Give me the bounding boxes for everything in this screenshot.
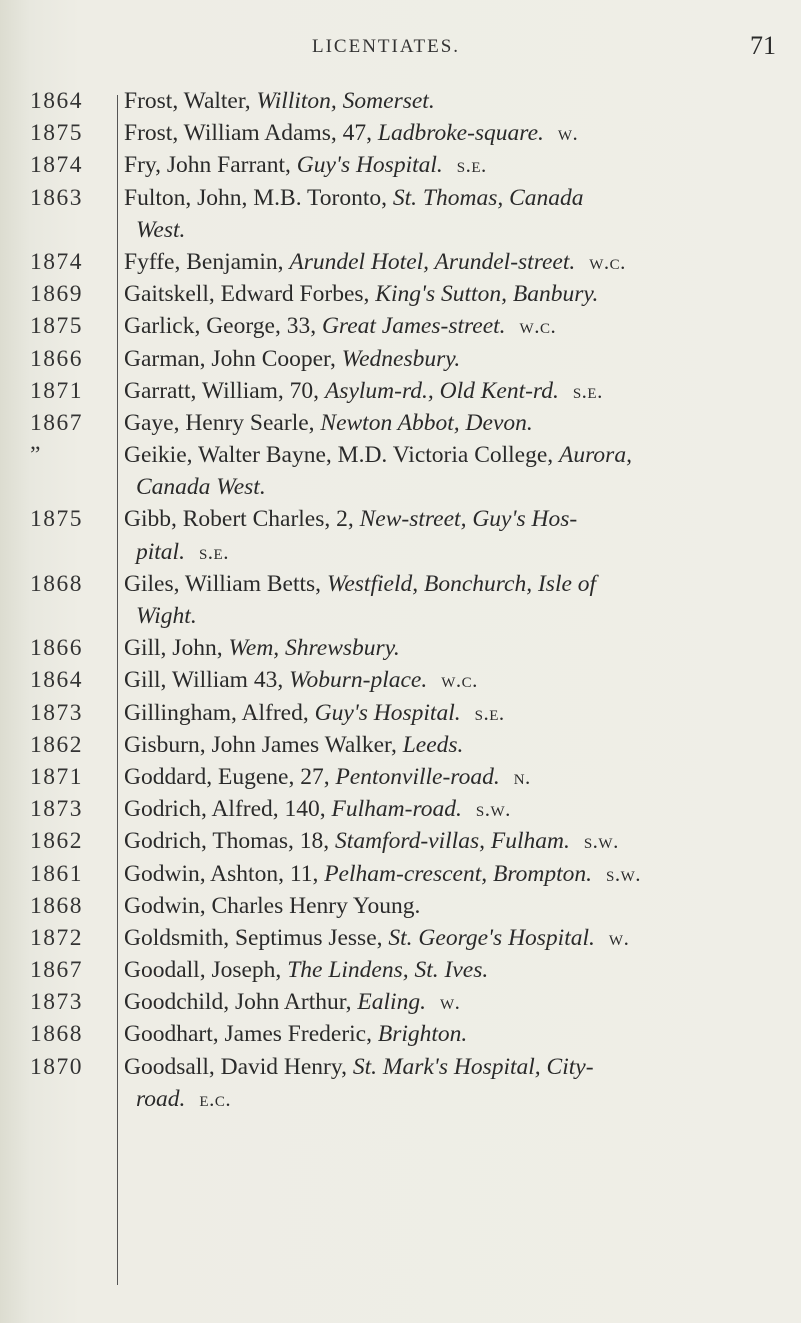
- entry-address: Stamford-villas, Fulham.: [335, 828, 570, 855]
- entry-line: [0, 568, 801, 600]
- entry-address: Ladbroke-square.: [377, 120, 544, 147]
- entry-address: Arundel Hotel, Arundel-street.: [289, 248, 576, 275]
- entry-year: 1874: [30, 248, 83, 275]
- list-item: [0, 729, 801, 761]
- entry-text: [124, 117, 578, 149]
- entry-address: Wight.: [136, 603, 197, 629]
- entry-text: [136, 1083, 231, 1115]
- list-item: [0, 664, 801, 696]
- entry-list: [0, 85, 801, 1115]
- entry-name: Godwin, Charles Henry Young.: [124, 892, 421, 919]
- entry-text: [124, 697, 505, 729]
- list-item: [0, 568, 801, 632]
- list-item: [0, 697, 801, 729]
- entry-line: [0, 986, 801, 1018]
- entry-postal-district: w.: [608, 925, 630, 950]
- list-item: [0, 825, 801, 857]
- entry-name: Goddard, Eugene, 27,: [124, 763, 330, 790]
- entry-year: 1864: [30, 88, 83, 114]
- entry-year: 1866: [30, 345, 83, 372]
- entry-line: [0, 439, 801, 471]
- list-item: [0, 761, 801, 793]
- entry-text: [124, 793, 511, 825]
- list-item: [0, 149, 801, 181]
- entry-name: Giles, William Betts,: [124, 570, 322, 597]
- entry-postal-district: w.: [557, 121, 579, 146]
- entry-name: Garlick, George, 33,: [124, 313, 317, 340]
- entry-text: [124, 954, 488, 986]
- entry-line: [0, 117, 801, 149]
- entry-line: [0, 664, 801, 696]
- entry-text: [124, 85, 435, 117]
- entry-name: Goodhart, James Frederic,: [124, 1021, 372, 1048]
- entry-text: [124, 890, 420, 922]
- entry-text: [124, 375, 603, 407]
- entry-line: [0, 343, 801, 375]
- entry-year: 1868: [30, 1021, 83, 1048]
- list-item: [0, 85, 801, 117]
- entry-text: [124, 310, 556, 342]
- entry-text: [124, 343, 460, 375]
- entry-year: 1875: [30, 120, 83, 147]
- entry-address: Wednesbury.: [341, 345, 461, 372]
- entry-line: [0, 793, 801, 825]
- entry-postal-district: s.w.: [475, 797, 511, 822]
- entry-year: 1868: [30, 570, 83, 597]
- entry-text: [124, 825, 619, 857]
- entry-line: [0, 503, 801, 535]
- entry-text: [124, 1018, 467, 1050]
- page-number: 71: [750, 31, 776, 60]
- entry-line: [0, 922, 801, 954]
- entry-name: Garman, John Cooper,: [124, 345, 336, 372]
- entry-name: Frost, Walter,: [124, 88, 251, 114]
- entry-year: 1870: [30, 1053, 83, 1080]
- entry-year: 1873: [30, 989, 83, 1016]
- entry-name: Gisburn, John James Walker,: [124, 731, 397, 758]
- entry-text: [124, 149, 487, 181]
- entry-name: Fyffe, Benjamin,: [124, 248, 284, 275]
- entry-continuation-line: [0, 1083, 801, 1115]
- list-item: [0, 1018, 801, 1050]
- entry-continuation-line: [0, 214, 801, 246]
- entry-year: 1869: [30, 281, 83, 308]
- list-item: [0, 890, 801, 922]
- entry-name: Gaye, Henry Searle,: [124, 409, 315, 436]
- list-item: [0, 407, 801, 439]
- entry-address: Brighton.: [377, 1021, 468, 1048]
- entry-address: West.: [136, 216, 186, 243]
- entry-year: 1873: [30, 699, 83, 726]
- entry-line: [0, 278, 801, 310]
- entry-address: Leeds.: [402, 731, 464, 758]
- entry-address: Wem, Shrewsbury.: [228, 635, 400, 662]
- entry-year: 1866: [30, 635, 83, 662]
- entry-postal-district: s.w.: [606, 861, 641, 886]
- entry-year: 1867: [30, 957, 83, 984]
- entry-line: [0, 246, 801, 278]
- entry-name: Goodsall, David Henry,: [124, 1053, 347, 1080]
- entry-text: [124, 407, 533, 439]
- list-item: [0, 278, 801, 310]
- entry-address: Great James-street.: [321, 313, 506, 340]
- entry-postal-district: s.e.: [456, 153, 487, 178]
- list-item: [0, 246, 801, 278]
- entry-address: Ealing.: [357, 989, 426, 1016]
- entry-address: Aurora,: [559, 442, 632, 469]
- entry-year: ”: [30, 442, 42, 469]
- entry-line: [0, 310, 801, 342]
- entry-address: Asylum-rd., Old Kent-rd.: [324, 377, 559, 404]
- entry-text: [136, 471, 266, 503]
- entry-address: Pentonville-road.: [335, 763, 500, 790]
- entry-line: [0, 1051, 801, 1083]
- entry-year: 1861: [30, 860, 83, 887]
- entry-postal-district: s.e.: [198, 539, 229, 564]
- entry-address: St. Thomas, Canada: [392, 184, 584, 211]
- entry-address: Pelham-crescent, Brompton.: [324, 860, 592, 887]
- entry-year: 1872: [30, 924, 83, 951]
- entry-address: road.: [136, 1085, 186, 1112]
- entry-address: Williton, Somerset.: [256, 88, 435, 114]
- entry-year: 1868: [30, 892, 83, 919]
- entry-name: Geikie, Walter Bayne, M.D. Victoria College,: [124, 442, 554, 469]
- entry-line: [0, 1018, 801, 1050]
- entry-year: 1862: [30, 828, 83, 855]
- entry-continuation-line: [0, 536, 801, 568]
- entry-address: Canada West.: [136, 474, 266, 501]
- entry-postal-district: w.c.: [589, 249, 626, 274]
- entry-name: Godrich, Alfred, 140,: [124, 796, 326, 823]
- entry-line: [0, 954, 801, 986]
- entry-address: Fulham-road.: [331, 796, 462, 823]
- entry-line: [0, 632, 801, 664]
- entry-address: King's Sutton, Banbury.: [375, 281, 599, 308]
- page-header: [0, 28, 801, 68]
- list-item: [0, 343, 801, 375]
- entry-text: [136, 536, 229, 568]
- entry-line: [0, 761, 801, 793]
- entry-address: St. Mark's Hospital, City-: [352, 1053, 594, 1080]
- entry-year: 1875: [30, 506, 83, 533]
- entry-name: Gillingham, Alfred,: [124, 699, 309, 726]
- entry-name: Frost, William Adams, 47,: [124, 120, 372, 147]
- entry-text: [124, 1051, 594, 1083]
- entry-name: Goodall, Joseph,: [124, 957, 282, 984]
- entry-name: Fry, John Farrant,: [124, 152, 291, 179]
- entry-line: [0, 697, 801, 729]
- entry-postal-district: s.e.: [474, 700, 505, 725]
- entry-name: Garratt, William, 70,: [124, 377, 320, 404]
- entry-name: Gaitskell, Edward Forbes,: [124, 281, 370, 308]
- list-item: [0, 986, 801, 1018]
- list-item: [0, 182, 801, 246]
- list-item: [0, 310, 801, 342]
- entry-year: 1863: [30, 184, 83, 211]
- list-item: [0, 954, 801, 986]
- entry-text: [124, 858, 641, 890]
- entry-name: Gill, John,: [124, 635, 223, 662]
- entry-postal-district: w.c.: [519, 314, 557, 339]
- entry-address: St. George's Hospital.: [388, 924, 595, 951]
- entry-year: 1871: [30, 763, 83, 790]
- entry-year: 1875: [30, 313, 83, 340]
- entry-name: Godwin, Ashton, 11,: [124, 860, 319, 887]
- entry-year: 1871: [30, 377, 83, 404]
- entry-text: [124, 503, 577, 535]
- entry-name: Gibb, Robert Charles, 2,: [124, 506, 354, 533]
- entry-text: [124, 632, 400, 664]
- entry-address: Guy's Hospital.: [296, 152, 443, 179]
- entry-text: [124, 246, 626, 278]
- entry-year: 1867: [30, 409, 83, 436]
- entry-year: 1873: [30, 796, 83, 823]
- list-item: [0, 439, 801, 503]
- entry-text: [124, 182, 584, 214]
- entry-text: [124, 729, 463, 761]
- entry-name: Godrich, Thomas, 18,: [124, 828, 330, 855]
- entry-text: [124, 761, 531, 793]
- entry-text: [124, 664, 478, 696]
- entry-name: Fulton, John, M.B. Toronto,: [124, 184, 387, 211]
- entry-text: [124, 568, 596, 600]
- entry-line: [0, 182, 801, 214]
- list-item: [0, 793, 801, 825]
- entry-address: Woburn-place.: [289, 667, 428, 694]
- entry-line: [0, 149, 801, 181]
- entry-address: pital.: [136, 538, 185, 565]
- entry-continuation-line: [0, 471, 801, 503]
- entry-continuation-line: [0, 600, 801, 632]
- list-item: [0, 375, 801, 407]
- entry-line: [0, 825, 801, 857]
- list-item: [0, 632, 801, 664]
- entry-line: [0, 375, 801, 407]
- entry-address: New-street, Guy's Hos-: [359, 506, 578, 533]
- entry-postal-district: n.: [513, 764, 531, 789]
- entry-address: Guy's Hospital.: [314, 699, 461, 726]
- list-item: [0, 858, 801, 890]
- running-head: LICENTIATES.: [312, 36, 461, 57]
- entry-year: 1862: [30, 731, 83, 758]
- list-item: [0, 1051, 801, 1115]
- entry-text: [124, 922, 629, 954]
- entry-postal-district: w.: [439, 990, 461, 1015]
- entry-line: [0, 890, 801, 922]
- entry-postal-district: s.w.: [583, 829, 619, 854]
- entry-name: Goldsmith, Septimus Jesse,: [124, 924, 383, 951]
- entry-year: 1864: [30, 667, 83, 694]
- list-item: [0, 922, 801, 954]
- entry-text: [124, 986, 460, 1018]
- entry-text: [124, 439, 632, 471]
- entry-postal-district: e.c.: [199, 1086, 232, 1111]
- entry-line: [0, 858, 801, 890]
- entry-year: 1874: [30, 152, 83, 179]
- entry-text: [124, 278, 598, 310]
- entry-line: [0, 407, 801, 439]
- entry-line: [0, 729, 801, 761]
- entry-postal-district: w.c.: [441, 668, 478, 693]
- entry-address: Westfield, Bonchurch, Isle of: [326, 570, 597, 597]
- entry-text: [136, 600, 197, 632]
- list-item: [0, 117, 801, 149]
- entry-text: [136, 214, 185, 246]
- entry-line: [0, 85, 801, 117]
- entry-postal-district: s.e.: [572, 378, 603, 403]
- entry-address: Newton Abbot, Devon.: [320, 409, 533, 436]
- entry-name: Goodchild, John Arthur,: [124, 989, 352, 1016]
- list-item: [0, 503, 801, 567]
- entry-address: The Lindens, St. Ives.: [287, 957, 489, 984]
- entry-name: Gill, William 43,: [124, 667, 284, 694]
